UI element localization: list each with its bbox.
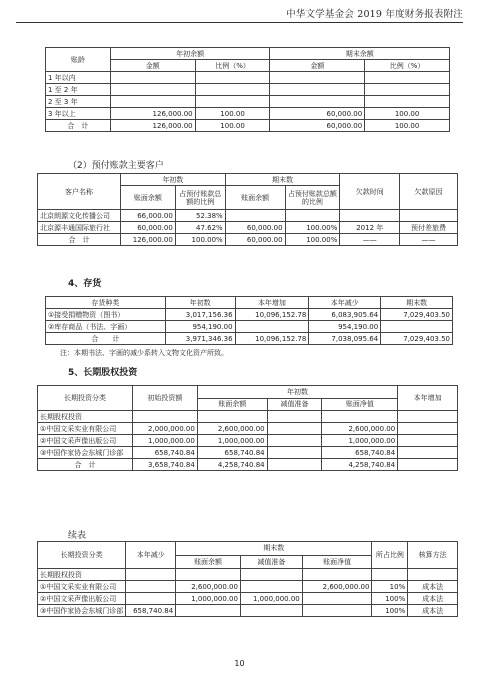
table-row-total (46, 333, 453, 345)
table-row (46, 108, 450, 120)
cell: ①接受捐赠物资（图书） (46, 309, 166, 321)
cell (267, 435, 322, 447)
cell: 100.00% (175, 234, 225, 246)
cell: 4,258,740.84 (322, 459, 398, 471)
header-initial: 初始投资额 (132, 386, 197, 411)
cell: 2012 年 (340, 222, 400, 234)
cell: 100.00 (365, 120, 450, 132)
section-title-equity: 5、长期股权投资 (68, 368, 138, 378)
equity-table (37, 385, 458, 471)
cell: 2,600,000.00 (176, 581, 241, 593)
table-row (46, 72, 450, 84)
cell: 658,740.84 (132, 447, 197, 459)
header-type: 存货种类 (46, 297, 166, 309)
cell: 6,083,905.64 (309, 309, 381, 321)
cell (302, 569, 372, 581)
header-balance: 账面余额 (197, 398, 267, 411)
header-method: 核算方法 (408, 542, 458, 569)
cell (126, 581, 176, 593)
cell: 52.38% (175, 210, 225, 222)
header-ratio: 比例（%） (195, 60, 270, 72)
cell: ③中国作家协会东城门诊部 (38, 605, 126, 617)
cell (270, 84, 365, 96)
table-row (38, 411, 458, 423)
cell (372, 569, 408, 581)
cell: 2,600,000.00 (302, 581, 372, 593)
cell (195, 96, 270, 108)
header-balance: 账面余额 (225, 186, 285, 210)
cell (398, 411, 458, 423)
header-decrease: 本年减少 (309, 297, 381, 309)
header-end: 期末数 (225, 174, 340, 186)
cell: 60,000.00 (225, 234, 285, 246)
header-balance: 账面余额 (120, 186, 175, 210)
cell: —— (400, 234, 458, 246)
cell (176, 569, 241, 581)
cell: 2,000,000.00 (132, 423, 197, 435)
cell (340, 210, 400, 222)
header-ratio: 比例（%） (365, 60, 450, 72)
header-end: 期末数 (381, 297, 453, 309)
table-row (38, 423, 458, 435)
header-net: 账面净值 (322, 398, 398, 411)
cell: 954,190.00 (309, 321, 381, 333)
header-ratio-begin: 占预付账款总额的比例 (175, 186, 225, 210)
cell (240, 605, 302, 617)
cell (110, 72, 195, 84)
cell: 100.00 (365, 108, 450, 120)
cell: 10,096,152.78 (235, 309, 309, 321)
header-amount: 金额 (270, 60, 365, 72)
cell: 60,000.00 (270, 108, 365, 120)
cell: 1,000,000.00 (322, 435, 398, 447)
cell: 47.62% (175, 222, 225, 234)
cell: 60,000.00 (270, 120, 365, 132)
cell: 3,971,346.36 (165, 333, 235, 345)
cell: 1 至 2 年 (46, 84, 111, 96)
cell: 7,029,403.50 (381, 309, 453, 321)
table-row (46, 309, 453, 321)
cell (110, 96, 195, 108)
cell: 成本法 (408, 581, 458, 593)
cell: 3,017,156.36 (165, 309, 235, 321)
cell: ②中国文采声像出版公司 (38, 593, 126, 605)
cell (270, 96, 365, 108)
cell: 100.00% (285, 222, 340, 234)
inventory-table (45, 296, 453, 345)
cell: 2 至 3 年 (46, 96, 111, 108)
cell: 合 计 (46, 120, 111, 132)
header-name: 客户名称 (38, 174, 121, 210)
table-row (38, 605, 458, 617)
header-end: 期末数 (176, 542, 372, 556)
header-begin: 年初数 (120, 174, 225, 186)
cell (195, 72, 270, 84)
cell: —— (340, 234, 400, 246)
cell: 10,096,152.78 (235, 333, 309, 345)
cell (126, 593, 176, 605)
header-provision: 减值准备 (267, 398, 322, 411)
table-row (38, 435, 458, 447)
table-row (46, 321, 453, 333)
cell (235, 321, 309, 333)
header-increase: 本年增加 (235, 297, 309, 309)
cell: 合 计 (38, 459, 133, 471)
cell (285, 210, 340, 222)
cell: ①中国文采实业有限公司 (38, 423, 133, 435)
cell: 100.00 (195, 108, 270, 120)
cell (400, 210, 458, 222)
cell (267, 459, 322, 471)
page-number: 10 (234, 659, 245, 668)
cell: ①中国文采实业有限公司 (38, 581, 126, 593)
cell: 100% (372, 593, 408, 605)
cell: 126,000.00 (120, 234, 175, 246)
cell (302, 593, 372, 605)
header-share: 所占比例 (372, 542, 408, 569)
table-row (38, 593, 458, 605)
cell: 100.00 (195, 120, 270, 132)
cell (270, 72, 365, 84)
header-begin: 年初余额 (110, 48, 270, 60)
cell (195, 84, 270, 96)
cell (110, 84, 195, 96)
cell: 2,600,000.00 (322, 423, 398, 435)
cell (302, 605, 372, 617)
table-row (46, 84, 450, 96)
table-row (38, 447, 458, 459)
cell: 长期股权投资 (38, 569, 126, 581)
header-decrease: 本年减少 (126, 542, 176, 569)
cell: 1 年以内 (46, 72, 111, 84)
header-class: 长期投资分类 (38, 386, 133, 411)
header-class: 长期投资分类 (38, 542, 126, 569)
cell: 658,740.84 (126, 605, 176, 617)
inventory-note: 注：本期书法、字画的减少系转入文物文化资产所致。 (60, 349, 228, 357)
cell: ③中国作家协会东城门诊部 (38, 447, 133, 459)
cell (398, 459, 458, 471)
cell: 7,029,403.50 (381, 333, 453, 345)
cell: 1,000,000.00 (197, 435, 267, 447)
cell: 成本法 (408, 605, 458, 617)
cell: 长期股权投资 (38, 411, 133, 423)
header-reason: 欠款原因 (400, 174, 458, 210)
header-age: 账龄 (46, 48, 111, 72)
cell (398, 423, 458, 435)
cell: 658,740.84 (322, 447, 398, 459)
cell (365, 72, 450, 84)
cell: ②库存商品（书法、字画） (46, 321, 166, 333)
cell: 预付差旅费 (400, 222, 458, 234)
cell (322, 411, 398, 423)
section-title-prepaid: （2）预付账款主要客户 (68, 161, 164, 171)
cell: 10% (372, 581, 408, 593)
header-ratio-end: 占预付账款总额的比例 (285, 186, 340, 210)
cell (267, 411, 322, 423)
table-row-total (38, 234, 458, 246)
cell: 1,000,000.00 (176, 593, 241, 605)
cell: 1,000,000.00 (132, 435, 197, 447)
cell (267, 423, 322, 435)
table-row (46, 96, 450, 108)
prepaid-table (37, 173, 458, 246)
cell: 7,038,095.64 (309, 333, 381, 345)
cell: 60,000.00 (120, 222, 175, 234)
cell (398, 435, 458, 447)
header-end: 期末余额 (270, 48, 450, 60)
header-rule (16, 22, 463, 23)
cell: 60,000.00 (225, 222, 285, 234)
cell: 成本法 (408, 593, 458, 605)
cell: 658,740.84 (197, 447, 267, 459)
header-net: 账面净值 (302, 555, 372, 569)
cell: 北京朗源文化传播公司 (38, 210, 121, 222)
cell: 126,000.00 (110, 108, 195, 120)
section-title-inventory: 4、存货 (68, 279, 102, 289)
cell: 100.00% (285, 234, 340, 246)
cell (365, 96, 450, 108)
cell: ②中国文采声像出版公司 (38, 435, 133, 447)
cell (381, 321, 453, 333)
table-row (38, 222, 458, 234)
header-amount: 金额 (110, 60, 195, 72)
cell (176, 605, 241, 617)
header-provision: 减值准备 (240, 555, 302, 569)
cell: 66,000.00 (120, 210, 175, 222)
cell (240, 581, 302, 593)
table-row (38, 581, 458, 593)
cell (267, 447, 322, 459)
cell (126, 569, 176, 581)
section-title-continued: 续表 (68, 531, 87, 541)
cell: 2,600,000.00 (197, 423, 267, 435)
cell: 100% (372, 605, 408, 617)
table-row (38, 569, 458, 581)
table-row-total (38, 459, 458, 471)
cell (365, 84, 450, 96)
cell (408, 569, 458, 581)
cell: 3,658,740.84 (132, 459, 197, 471)
aging-table (45, 47, 450, 132)
cell: 3 年以上 (46, 108, 111, 120)
header-begin: 年初数 (197, 386, 397, 399)
continued-table (37, 541, 458, 617)
cell: 1,000,000.00 (240, 593, 302, 605)
cell: 合 计 (46, 333, 166, 345)
header-balance: 账面余额 (176, 555, 241, 569)
cell: 954,190.00 (165, 321, 235, 333)
cell: 北京源丰通国际旅行社 (38, 222, 121, 234)
cell (240, 569, 302, 581)
cell: 4,258,740.84 (197, 459, 267, 471)
cell: 126,000.00 (110, 120, 195, 132)
table-row-total (46, 120, 450, 132)
header-time: 欠款时间 (340, 174, 400, 210)
header-begin: 年初数 (165, 297, 235, 309)
header-increase: 本年增加 (398, 386, 458, 411)
cell: 合 计 (38, 234, 121, 246)
cell (197, 411, 267, 423)
cell (225, 210, 285, 222)
cell (398, 447, 458, 459)
page-header: 中华文学基金会 2019 年度财务报表附注 (286, 9, 463, 20)
table-row (38, 210, 458, 222)
cell (132, 411, 197, 423)
